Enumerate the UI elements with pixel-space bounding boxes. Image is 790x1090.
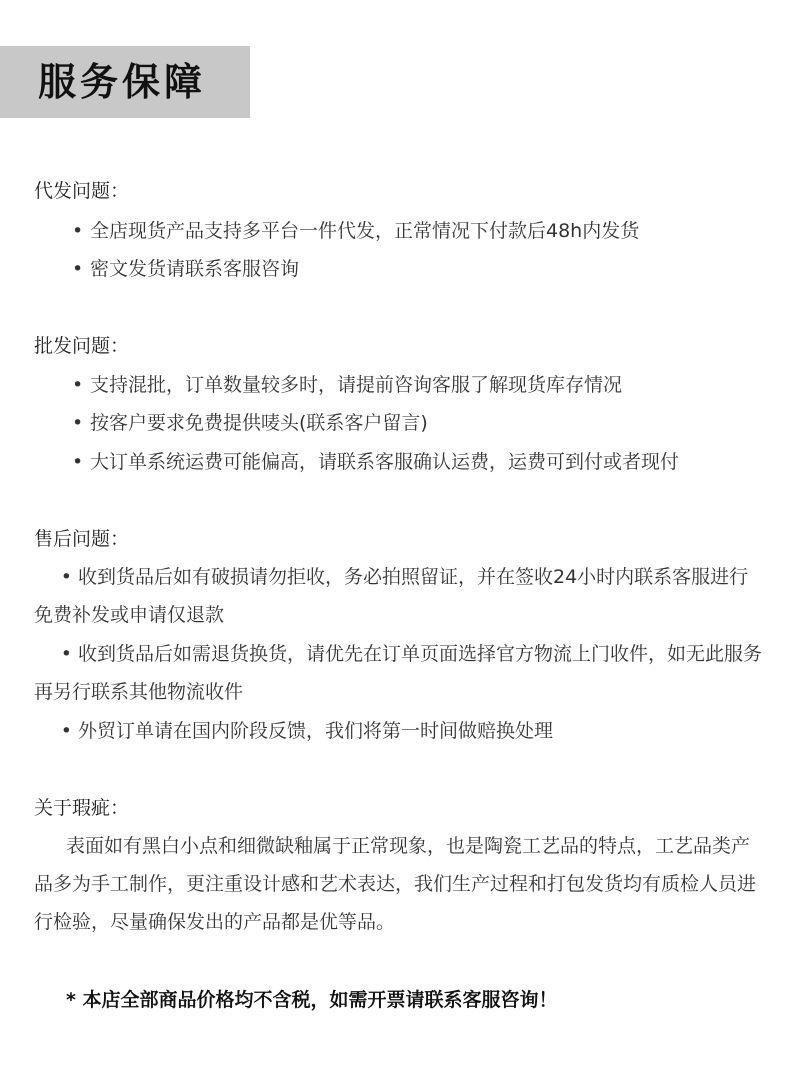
section-heading-wholesale: 批发问题：: [34, 335, 130, 357]
flaws-paragraph: 表面如有黑白小点和细微缺釉属于正常现象，也是陶瓷工艺品的特点，工艺品类产品多为手工制作，更注重设计感和艺术表达，我们生产过程和打包发货均有质检人员进行检验，尽量确保发出的产品都是优等品。: [34, 835, 757, 933]
tax-notice: * 本店全部商品价格均不含税，如需开票请联系客服咨询！: [66, 989, 558, 1011]
title-banner: [0, 46, 250, 118]
bullet-icon: •: [60, 643, 72, 665]
bullet-icon: •: [72, 258, 84, 280]
list-item: [72, 449, 679, 475]
list-item-text: 外贸订单请在国内阶段反馈，我们将第一时间做赔换处理: [78, 720, 554, 742]
list-item: [34, 558, 764, 634]
bullet-icon: •: [72, 374, 84, 396]
list-item: [34, 712, 764, 750]
list-item: [34, 635, 764, 711]
section-heading-aftersale: 售后问题：: [34, 528, 130, 550]
list-item-text: 大订单系统运费可能偏高，请联系客服确认运费，运费可到付或者现付: [90, 451, 680, 473]
list-item-text: 收到货品后如有破损请勿拒收，务必拍照留证，并在签收24小时内联系客服进行免费补发或申请仅退款: [34, 566, 749, 626]
page-title: 服务保障: [38, 60, 207, 104]
bullet-icon: •: [72, 412, 84, 434]
list-item: [72, 256, 299, 282]
list-item-text: 密文发货请联系客服咨询: [90, 258, 300, 280]
bullet-icon: •: [72, 451, 84, 473]
list-item-text: 收到货品后如需退货换货，请优先在订单页面选择官方物流上门收件，如无此服务再另行联系其他物流收件: [34, 643, 763, 703]
bullet-icon: •: [72, 220, 84, 242]
bullet-icon: •: [60, 720, 72, 742]
list-item: [72, 410, 428, 436]
list-item-text: 按客户要求免费提供唛头(联系客户留言): [90, 412, 428, 434]
bullet-icon: •: [60, 566, 72, 588]
section-heading-dropship: 代发问题：: [34, 180, 130, 202]
list-item-text: 支持混批，订单数量较多时，请提前咨询客服了解现货库存情况: [90, 374, 623, 396]
list-item: [72, 372, 622, 398]
section-heading-flaws: 关于瑕疵：: [34, 797, 130, 819]
list-item: [72, 218, 639, 244]
list-item-text: 全店现货产品支持多平台一件代发，正常情况下付款后48h内发货: [90, 220, 640, 242]
